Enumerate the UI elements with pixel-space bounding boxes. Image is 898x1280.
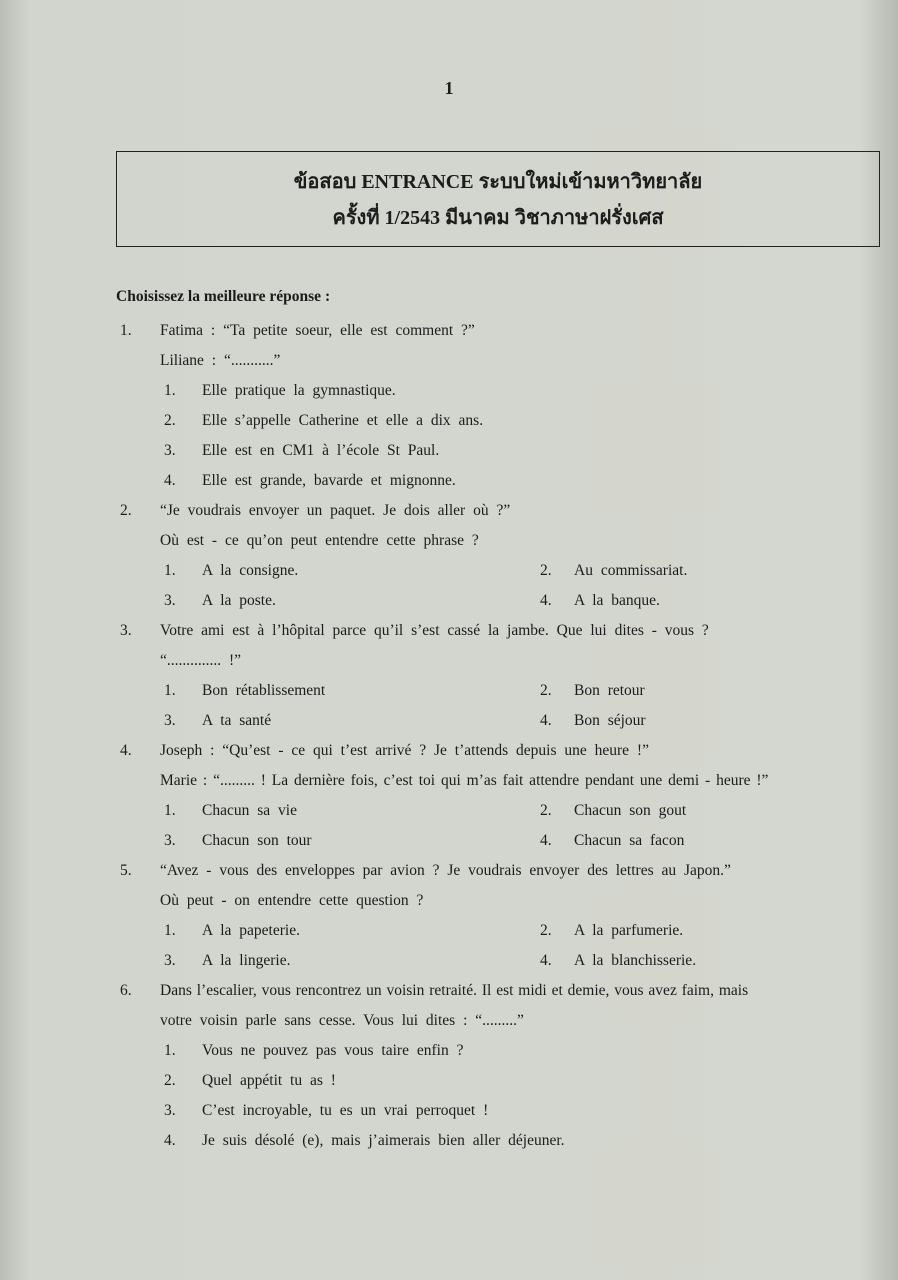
question-text: Joseph : “Qu’est - ce qui t’est arrivé ? Je t’attends depuis une heure !” <box>160 742 649 759</box>
option-text: Bon rétablissement <box>202 682 326 699</box>
question-number: 5. <box>120 862 132 879</box>
option-text: A la lingerie. <box>202 952 291 969</box>
question-text: Où peut - on entendre cette question ? <box>160 892 424 909</box>
option-text: Vous ne pouvez pas vous taire enfin ? <box>202 1042 464 1059</box>
option-text: Je suis désolé (e), mais j’aimerais bien aller déjeuner. <box>202 1132 565 1149</box>
option-text: A ta santé <box>202 712 272 729</box>
option-number: 3. <box>164 952 176 969</box>
option-text: C’est incroyable, tu es un vrai perroquet ! <box>202 1102 489 1119</box>
question-number: 4. <box>120 742 132 759</box>
option-text: A la banque. <box>574 592 660 609</box>
question-5 <box>116 856 886 976</box>
option-text: A la consigne. <box>202 562 299 579</box>
option-number: 1. <box>164 1042 176 1059</box>
option-text: Au commissariat. <box>574 562 688 579</box>
option-text: Elle est en CM1 à l’école St Paul. <box>202 442 440 459</box>
option-number: 3. <box>164 712 176 729</box>
option-number: 3. <box>164 442 176 459</box>
option-text: Chacun son tour <box>202 832 312 849</box>
option-text: Bon séjour <box>574 712 646 729</box>
question-text: Liliane : “...........” <box>160 352 281 369</box>
option-number: 1. <box>164 802 176 819</box>
question-text: Marie : “......... ! La dernière fois, c’est toi qui m’as fait attendre pendant une demi - heure !” <box>160 772 769 789</box>
option-number: 4. <box>164 472 176 489</box>
option-text: A la parfumerie. <box>574 922 684 939</box>
option-number: 3. <box>164 592 176 609</box>
question-number: 3. <box>120 622 132 639</box>
question-number: 2. <box>120 502 132 519</box>
option-number: 4. <box>540 592 552 609</box>
option-number: 2. <box>540 562 552 579</box>
question-number: 1. <box>120 322 132 339</box>
exam-title-box <box>116 151 880 247</box>
question-number: 6. <box>120 982 132 999</box>
question-text: “.............. !” <box>160 652 242 669</box>
option-text: Chacun son gout <box>574 802 687 819</box>
question-text: Fatima : “Ta petite soeur, elle est comment ?” <box>160 322 475 339</box>
option-number: 2. <box>540 802 552 819</box>
option-text: Quel appétit tu as ! <box>202 1072 336 1089</box>
option-text: Elle pratique la gymnastique. <box>202 382 396 399</box>
option-number: 1. <box>164 682 176 699</box>
option-number: 4. <box>164 1132 176 1149</box>
option-text: Elle est grande, bavarde et mignonne. <box>202 472 456 489</box>
question-text: Votre ami est à l’hôpital parce qu’il s’est cassé la jambe. Que lui dites - vous ? <box>160 622 709 639</box>
option-text: A la poste. <box>202 592 276 609</box>
option-number: 4. <box>540 832 552 849</box>
option-number: 2. <box>540 682 552 699</box>
question-4 <box>116 736 886 856</box>
page-number: 1 <box>444 78 454 98</box>
instruction: Choisissez la meilleure réponse : <box>116 288 331 305</box>
question-6 <box>116 976 886 1156</box>
option-number: 3. <box>164 832 176 849</box>
option-number: 2. <box>164 1072 176 1089</box>
option-number: 1. <box>164 562 176 579</box>
option-text: Chacun sa facon <box>574 832 685 849</box>
option-number: 1. <box>164 382 176 399</box>
exam-content <box>116 284 886 1156</box>
option-number: 2. <box>540 922 552 939</box>
option-number: 3. <box>164 1102 176 1119</box>
question-1 <box>116 316 886 496</box>
question-text: votre voisin parle sans cesse. Vous lui dites : “.........” <box>160 1012 524 1029</box>
question-text: Où est - ce qu’on peut entendre cette phrase ? <box>160 532 479 549</box>
option-text: Bon retour <box>574 682 645 699</box>
option-text: A la papeterie. <box>202 922 300 939</box>
option-number: 1. <box>164 922 176 939</box>
question-text: “Avez - vous des enveloppes par avion ? Je voudrais envoyer des lettres au Japon.” <box>160 862 731 879</box>
option-text: Elle s’appelle Catherine et elle a dix ans. <box>202 412 484 429</box>
option-number: 4. <box>540 712 552 729</box>
exam-title-line1: ข้อสอบ ENTRANCE ระบบใหม่เข้ามหาวิทยาลัย <box>293 171 703 193</box>
option-text: Chacun sa vie <box>202 802 297 819</box>
exam-title-line2: ครั้งที่ 1/2543 มีนาคม วิชาภาษาฝรั่งเศส <box>332 207 664 229</box>
question-text: “Je voudrais envoyer un paquet. Je dois aller où ?” <box>160 502 511 519</box>
question-text: Dans l’escalier, vous rencontrez un voisin retraité. Il est midi et demie, vous avez faim, mais <box>160 982 749 999</box>
option-text: A la blanchisserie. <box>574 952 697 969</box>
question-2 <box>116 496 886 616</box>
option-number: 4. <box>540 952 552 969</box>
question-3 <box>116 616 886 736</box>
option-number: 2. <box>164 412 176 429</box>
